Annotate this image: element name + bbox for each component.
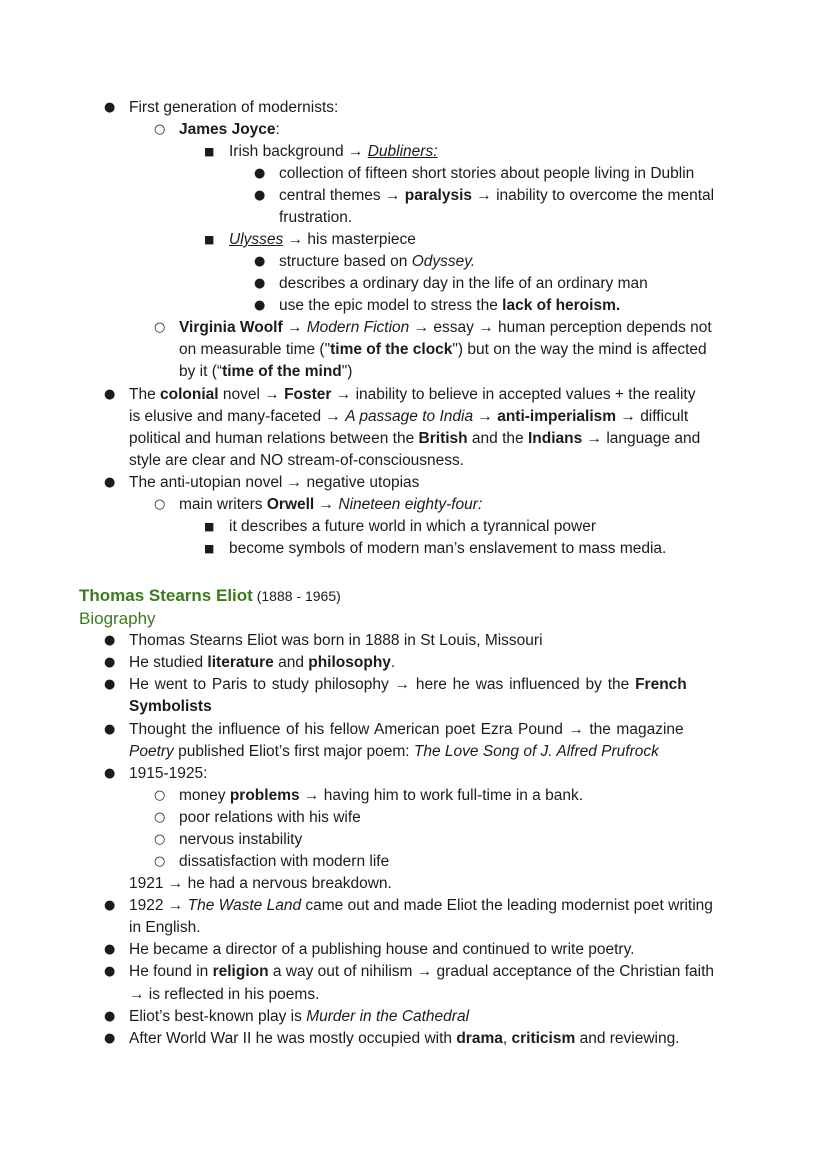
ordinary-day-item: describes a ordinary day in the life of an ordinary man xyxy=(279,275,648,292)
play-item: Eliot’s best-known play is Murder in the Cathedral xyxy=(129,1008,470,1025)
woolf-item-line-3: by it (“time of the mind") xyxy=(179,363,353,380)
bullet: ○ xyxy=(154,122,166,137)
bullet: ○ xyxy=(154,320,166,335)
bullet: ○ xyxy=(154,832,166,847)
bullet: ● xyxy=(254,298,266,313)
eliot-heading: Thomas Stearns Eliot (1888 - 1965) xyxy=(79,586,341,605)
born-item: Thomas Stearns Eliot was born in 1888 in St Louis, Missouri xyxy=(129,632,543,649)
dissatisfaction-item: dissatisfaction with modern life xyxy=(179,853,390,870)
religion-item-line-2: → is reflected in his poems. xyxy=(129,986,320,1003)
symbols-item: become symbols of modern man’s enslavement to mass media. xyxy=(229,540,667,557)
bullet: ● xyxy=(104,898,116,913)
bullet: ○ xyxy=(154,788,166,803)
studied-item: He studied literature and philosophy. xyxy=(129,654,396,671)
nervous-instability-item: nervous instability xyxy=(179,831,303,848)
central-themes-item: central themes → paralysis → inability to overcome the mental xyxy=(279,187,715,204)
bullet: ○ xyxy=(154,810,166,825)
bullet: ○ xyxy=(154,854,166,869)
paris-item-line-2: Symbolists xyxy=(129,698,212,715)
woolf-item: Virginia Woolf → Modern Fiction → essay → human perception depends not xyxy=(179,319,712,336)
money-problems-item: money problems → having him to work full-time in a bank. xyxy=(179,787,584,804)
bullet: ● xyxy=(104,633,116,648)
biography-heading: Biography xyxy=(79,609,156,628)
bullet: ● xyxy=(104,677,116,692)
years-item: 1915-1925: xyxy=(129,765,208,782)
bullet: ● xyxy=(104,100,116,115)
bullet: ○ xyxy=(154,497,166,512)
ulysses-item: Ulysses → his masterpiece xyxy=(229,231,416,248)
breakdown-line: 1921 → he had a nervous breakdown. xyxy=(129,875,392,892)
bullet: ■ xyxy=(204,145,215,158)
bullet: ■ xyxy=(204,520,215,533)
bullet: ● xyxy=(254,188,266,203)
pound-item-line-2: Poetry published Eliot’s first major poem: The Love Song of J. Alfred Prufrock xyxy=(129,743,659,760)
epic-model-item: use the epic model to stress the lack of heroism. xyxy=(279,297,621,314)
poor-relations-item: poor relations with his wife xyxy=(179,809,361,826)
dubliners-collection-item: collection of fifteen short stories about people living in Dublin xyxy=(279,165,695,182)
waste-land-item-line-2: in English. xyxy=(129,919,201,936)
director-item: He became a director of a publishing house and continued to write poetry. xyxy=(129,941,635,958)
bullet: ■ xyxy=(204,233,215,246)
bullet: ● xyxy=(254,166,266,181)
bullet: ● xyxy=(104,722,116,737)
central-themes-continued: frustration. xyxy=(279,209,353,226)
religion-item: He found in religion a way out of nihilism → gradual acceptance of the Christian faith xyxy=(129,963,715,980)
structure-item: structure based on Odyssey. xyxy=(279,253,476,270)
colonial-novel-item: The colonial novel → Foster → inability to believe in accepted values + the reality xyxy=(129,386,696,403)
orwell-item: main writers Orwell → Nineteen eighty-four: xyxy=(179,496,483,513)
woolf-item-line-2: on measurable time ("time of the clock") but on the way the mind is affected xyxy=(179,341,707,358)
waste-land-item: 1922 → The Waste Land came out and made Eliot the leading modernist poet writing xyxy=(129,897,713,914)
colonial-novel-line-3: political and human relations between the British and the Indians → language and xyxy=(129,430,701,447)
bullet: ● xyxy=(104,387,116,402)
bullet: ■ xyxy=(204,542,215,555)
irish-background-item: Irish background → Dubliners: xyxy=(229,143,438,160)
future-world-item: it describes a future world in which a tyrannical power xyxy=(229,518,597,535)
bullet: ● xyxy=(104,964,116,979)
bullet: ● xyxy=(104,655,116,670)
bullet: ● xyxy=(104,942,116,957)
joyce-item: James Joyce: xyxy=(179,121,280,138)
first-generation-item: First generation of modernists: xyxy=(129,99,339,116)
bullet: ● xyxy=(104,475,116,490)
bullet: ● xyxy=(254,254,266,269)
colonial-novel-line-2: is elusive and many-faceted → A passage to India → anti-imperialism → difficult xyxy=(129,408,689,425)
pound-item: Thought the influence of his fellow American poet Ezra Pound → the magazine xyxy=(129,721,684,738)
bullet: ● xyxy=(254,276,266,291)
anti-utopian-item: The anti-utopian novel → negative utopias xyxy=(129,474,420,491)
bullet: ● xyxy=(104,766,116,781)
colonial-novel-line-4: style are clear and NO stream-of-consciousness. xyxy=(129,452,465,469)
bullet: ● xyxy=(104,1009,116,1024)
bullet: ● xyxy=(104,1031,116,1046)
paris-item: He went to Paris to study philosophy → here he was influenced by the French xyxy=(129,676,687,693)
after-war-item: After World War II he was mostly occupied with drama, criticism and reviewing. xyxy=(129,1030,680,1047)
